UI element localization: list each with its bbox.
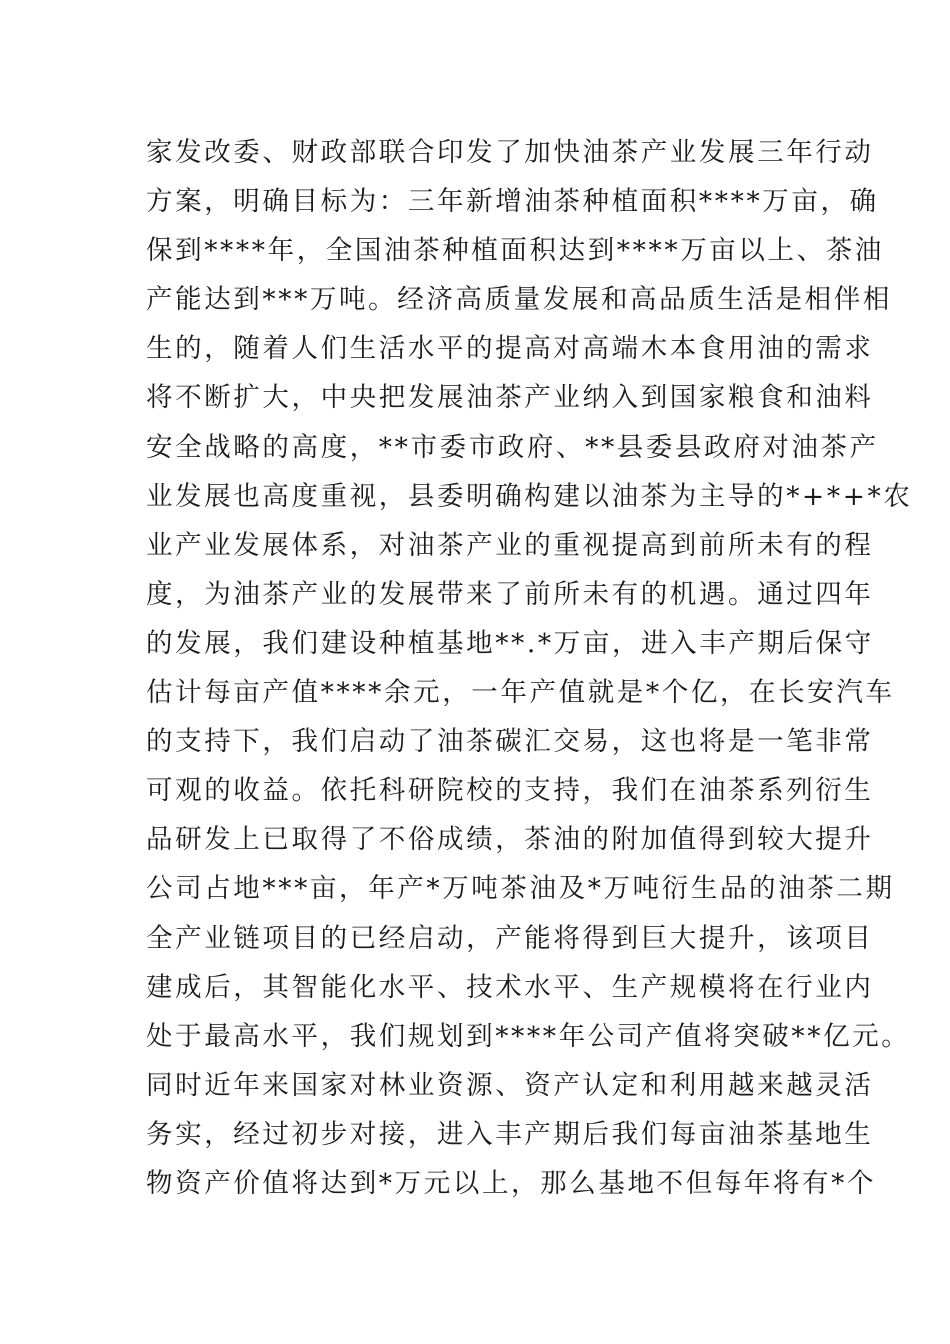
text-line: 方案，明确目标为：三年新增油茶种植面积****万亩，确 — [146, 186, 879, 218]
text-line: 业发展也高度重视，县委明确构建以油茶为主导的*+*+*农 — [146, 480, 913, 512]
text-line: 建成后，其智能化水平、技术水平、生产规模将在行业内 — [146, 971, 874, 1003]
text-line: 公司占地***亩，年产*万吨茶油及*万吨衍生品的油茶二期 — [146, 873, 895, 905]
text-line: 估计每亩产值****余元，一年产值就是*个亿，在长安汽车 — [146, 677, 895, 709]
text-line: 物资产价值将达到*万元以上，那么基地不但每年将有*个 — [146, 1167, 877, 1199]
text-line: 处于最高水平，我们规划到****年公司产值将突破**亿元。 — [146, 1020, 911, 1052]
text-line: 的发展，我们建设种植基地**.*万亩，进入丰产期后保守 — [146, 627, 874, 659]
text-line: 全产业链项目的已经启动，产能将得到巨大提升，该项目 — [146, 922, 874, 954]
text-line: 业产业发展体系，对油茶产业的重视提高到前所未有的程 — [146, 529, 874, 561]
text-line: 将不断扩大，中央把发展油茶产业纳入到国家粮食和油料 — [146, 382, 874, 414]
text-line: 安全战略的高度，**市委市政府、**县委县政府对油茶产 — [146, 431, 879, 463]
text-line: 度，为油茶产业的发展带来了前所未有的机遇。通过四年 — [146, 578, 874, 610]
text-line: 的支持下，我们启动了油茶碳汇交易，这也将是一笔非常 — [146, 726, 874, 758]
text-line: 家发改委、财政部联合印发了加快油茶产业发展三年行动 — [146, 137, 874, 168]
text-line: 务实，经过初步对接，进入丰产期后我们每亩油茶基地生 — [146, 1118, 874, 1150]
text-line: 可观的收益。依托科研院校的支持，我们在油茶系列衍生 — [146, 775, 874, 807]
body-text — [146, 128, 913, 1208]
text-line: 品研发上已取得了不俗成绩，茶油的附加值得到较大提升 — [146, 824, 874, 856]
text-line: 同时近年来国家对林业资源、资产认定和利用越来越灵活 — [146, 1069, 874, 1101]
text-line: 生的，随着人们生活水平的提高对高端木本食用油的需求 — [146, 333, 874, 365]
text-line: 产能达到***万吨。经济高质量发展和高品质生活是相伴相 — [146, 284, 892, 316]
text-line: 保到****年，全国油茶种植面积达到****万亩以上、茶油 — [146, 235, 884, 267]
